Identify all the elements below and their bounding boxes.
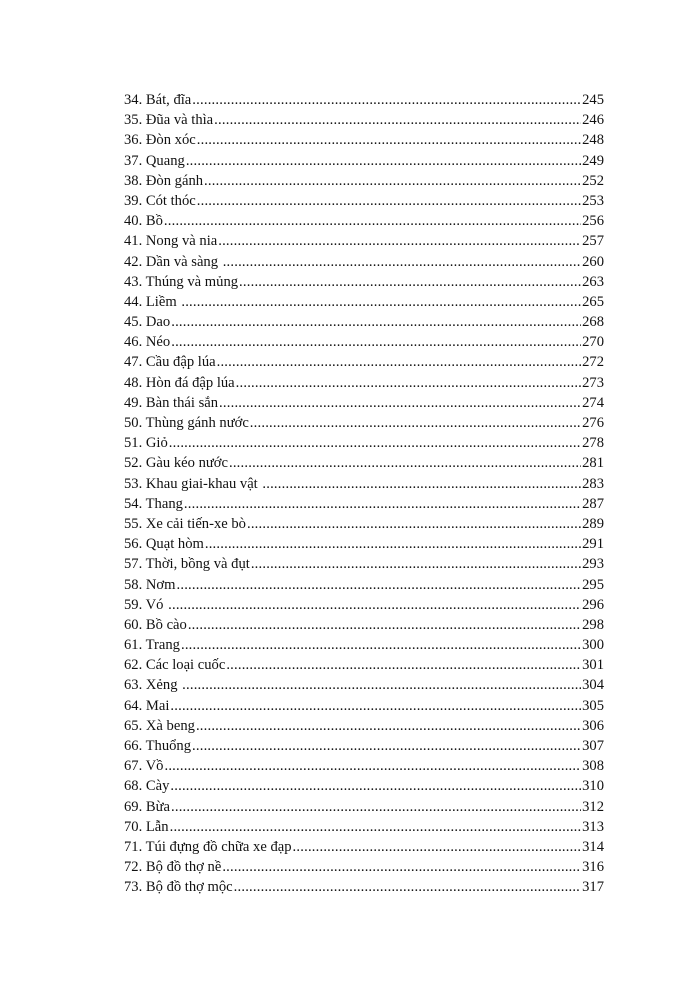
dot-leader bbox=[214, 110, 581, 130]
toc-entry-page-number: 313 bbox=[582, 818, 604, 835]
toc-entry-page-number: 273 bbox=[582, 374, 604, 391]
dot-leader bbox=[192, 90, 581, 110]
toc-entry-page-number: 257 bbox=[582, 233, 604, 250]
toc-entry-title: 49. Bàn thái sắn bbox=[124, 394, 219, 411]
toc-entry-title: 42. Dần và sàng bbox=[124, 253, 222, 270]
toc-entry-title: 68. Cày bbox=[124, 778, 170, 795]
toc-entry-page-number: 268 bbox=[582, 314, 604, 331]
toc-entry-title: 64. Mai bbox=[124, 697, 170, 714]
toc-entry-page-number: 246 bbox=[582, 112, 604, 129]
toc-entry bbox=[124, 231, 604, 251]
toc-entry bbox=[124, 837, 604, 857]
dot-leader bbox=[192, 736, 581, 756]
toc-entry bbox=[124, 716, 604, 736]
toc-entry bbox=[124, 675, 604, 695]
dot-leader bbox=[168, 595, 581, 615]
toc-entry bbox=[124, 554, 604, 574]
toc-entry bbox=[124, 453, 604, 473]
toc-entry-title: 47. Cầu đập lúa bbox=[124, 354, 216, 371]
dot-leader bbox=[250, 413, 581, 433]
dot-leader bbox=[196, 716, 581, 736]
toc-entry-title: 41. Nong và nia bbox=[124, 233, 218, 250]
toc-entry-page-number: 317 bbox=[582, 879, 604, 896]
toc-entry bbox=[124, 252, 604, 272]
toc-entry-title: 56. Quạt hòm bbox=[124, 536, 204, 553]
toc-entry-title: 48. Hòn đá đập lúa bbox=[124, 374, 235, 391]
toc-entry bbox=[124, 615, 604, 635]
toc-entry bbox=[124, 373, 604, 393]
toc-entry-title: 50. Thùng gánh nước bbox=[124, 415, 249, 431]
toc-entry-page-number: 310 bbox=[582, 778, 604, 795]
toc-entry bbox=[124, 312, 604, 332]
toc-entry-title: 44. Liềm bbox=[124, 293, 181, 310]
dot-leader bbox=[226, 655, 581, 675]
dot-leader bbox=[171, 312, 581, 332]
toc-entry-title: 53. Khau giai-khau vật bbox=[124, 475, 262, 492]
toc-entry-title: 37. Quang bbox=[124, 152, 185, 169]
toc-entry-title: 73. Bộ đồ thợ mộc bbox=[124, 879, 233, 896]
dot-leader bbox=[205, 534, 581, 554]
toc-entry-title: 51. Giỏ bbox=[124, 435, 168, 452]
toc-entry-title: 55. Xe cải tiến-xe bò bbox=[124, 515, 246, 532]
toc-entry-page-number: 256 bbox=[582, 213, 604, 230]
toc-entry-page-number: 249 bbox=[582, 152, 604, 169]
toc-entry-title: 69. Bừa bbox=[124, 798, 171, 815]
toc-entry-page-number: 252 bbox=[582, 172, 604, 189]
dot-leader bbox=[197, 130, 581, 150]
dot-leader bbox=[234, 877, 581, 897]
toc-entry-page-number: 270 bbox=[582, 334, 604, 351]
toc-entry-page-number: 265 bbox=[582, 293, 604, 310]
toc-entry-page-number: 293 bbox=[582, 556, 604, 573]
toc-entry-page-number: 263 bbox=[582, 273, 604, 290]
toc-entry bbox=[124, 433, 604, 453]
toc-entry-title: 36. Đòn xóc bbox=[124, 132, 196, 149]
dot-leader bbox=[171, 797, 581, 817]
toc-entry-title: 62. Các loại cuốc bbox=[124, 657, 226, 674]
dot-leader bbox=[236, 373, 581, 393]
dot-leader bbox=[222, 857, 581, 877]
toc-entry-page-number: 306 bbox=[582, 717, 604, 734]
toc-entry bbox=[124, 857, 604, 877]
toc-entry-title: 63. Xẻng bbox=[124, 677, 182, 694]
toc-entry bbox=[124, 191, 604, 211]
dot-leader bbox=[164, 756, 581, 776]
toc-entry bbox=[124, 292, 604, 312]
dot-leader bbox=[177, 575, 582, 595]
toc-entry-title: 45. Dao bbox=[124, 314, 171, 331]
toc-entry-title: 61. Trang bbox=[124, 637, 180, 654]
dot-leader bbox=[171, 332, 581, 352]
toc-entry-title: 46. Néo bbox=[124, 334, 171, 351]
toc-entry-page-number: 272 bbox=[582, 354, 604, 371]
toc-entry-page-number: 291 bbox=[582, 536, 604, 553]
toc-entry-page-number: 312 bbox=[582, 798, 604, 815]
toc-entry bbox=[124, 474, 604, 494]
toc-entry bbox=[124, 635, 604, 655]
dot-leader bbox=[164, 211, 581, 231]
toc-entry-page-number: 298 bbox=[582, 616, 604, 633]
toc-entry-title: 57. Thời, bồng và đụt bbox=[124, 556, 250, 573]
toc-entry-page-number: 289 bbox=[582, 515, 604, 532]
toc-entry bbox=[124, 736, 604, 756]
dot-leader bbox=[184, 494, 581, 514]
toc-entry-title: 72. Bộ đồ thợ nề bbox=[124, 859, 222, 876]
dot-leader bbox=[181, 292, 581, 312]
toc-entry-title: 34. Bát, đĩa bbox=[124, 92, 192, 108]
toc-entry-title: 59. Vó bbox=[124, 596, 168, 613]
toc-entry bbox=[124, 514, 604, 534]
toc-entry bbox=[124, 393, 604, 413]
toc-entry-page-number: 305 bbox=[582, 697, 604, 714]
toc-entry-page-number: 308 bbox=[582, 758, 604, 775]
dot-leader bbox=[186, 151, 581, 171]
toc-entry-page-number: 316 bbox=[582, 859, 604, 876]
dot-leader bbox=[247, 514, 581, 534]
toc-entry-page-number: 295 bbox=[582, 576, 604, 593]
dot-leader bbox=[169, 433, 581, 453]
toc-entry-title: 58. Nơm bbox=[124, 576, 176, 593]
toc-entry bbox=[124, 211, 604, 231]
toc-entry bbox=[124, 332, 604, 352]
toc-entry-page-number: 283 bbox=[582, 475, 604, 492]
toc-entry-title: 71. Túi đựng đồ chữa xe đạp bbox=[124, 838, 292, 855]
toc-entry-page-number: 245 bbox=[582, 92, 604, 108]
toc-entry bbox=[124, 151, 604, 171]
dot-leader bbox=[204, 171, 581, 191]
toc-entry-title: 39. Cót thóc bbox=[124, 192, 196, 209]
dot-leader bbox=[218, 231, 581, 251]
toc-entry-title: 35. Đũa và thìa bbox=[124, 112, 214, 129]
toc-entry-page-number: 307 bbox=[582, 738, 604, 754]
toc-entry-title: 52. Gàu kéo nước bbox=[124, 455, 228, 472]
toc-entry-page-number: 301 bbox=[582, 657, 604, 674]
toc-entry-title: 67. Vồ bbox=[124, 758, 164, 775]
dot-leader bbox=[181, 635, 581, 655]
toc-entry-title: 38. Đòn gánh bbox=[124, 172, 204, 189]
dot-leader bbox=[217, 352, 582, 372]
table-of-contents bbox=[124, 90, 604, 898]
toc-entry bbox=[124, 756, 604, 776]
dot-leader bbox=[188, 615, 581, 635]
toc-entry bbox=[124, 90, 604, 110]
dot-leader bbox=[293, 837, 582, 857]
toc-entry-title: 70. Lẫn bbox=[124, 818, 169, 835]
toc-entry-page-number: 276 bbox=[582, 415, 604, 431]
toc-entry bbox=[124, 110, 604, 130]
toc-entry bbox=[124, 696, 604, 716]
toc-entry-title: 60. Bồ cào bbox=[124, 616, 187, 633]
dot-leader bbox=[197, 191, 581, 211]
toc-entry-page-number: 314 bbox=[582, 838, 604, 855]
dot-leader bbox=[229, 453, 581, 473]
dot-leader bbox=[170, 696, 581, 716]
dot-leader bbox=[251, 554, 581, 574]
toc-entry-title: 43. Thúng và mủng bbox=[124, 273, 239, 290]
toc-entry-title: 65. Xà beng bbox=[124, 717, 195, 734]
toc-entry bbox=[124, 655, 604, 675]
toc-entry-title: 40. Bồ bbox=[124, 213, 163, 230]
dot-leader bbox=[219, 393, 581, 413]
toc-entry bbox=[124, 534, 604, 554]
toc-entry-page-number: 253 bbox=[582, 192, 604, 209]
toc-entry bbox=[124, 817, 604, 837]
toc-entry bbox=[124, 130, 604, 150]
dot-leader bbox=[170, 817, 582, 837]
toc-entry bbox=[124, 877, 604, 897]
dot-leader bbox=[239, 272, 581, 292]
toc-entry bbox=[124, 413, 604, 433]
toc-entry-title: 66. Thuổng bbox=[124, 738, 192, 754]
dot-leader bbox=[262, 474, 581, 494]
toc-entry-title: 54. Thang bbox=[124, 495, 183, 512]
toc-entry-page-number: 260 bbox=[582, 253, 604, 270]
dot-leader bbox=[182, 675, 581, 695]
toc-entry-page-number: 281 bbox=[582, 455, 604, 472]
toc-entry-page-number: 274 bbox=[582, 394, 604, 411]
toc-entry bbox=[124, 797, 604, 817]
toc-entry bbox=[124, 575, 604, 595]
toc-entry-page-number: 278 bbox=[582, 435, 604, 452]
toc-entry-page-number: 296 bbox=[582, 596, 604, 613]
toc-entry bbox=[124, 272, 604, 292]
toc-entry bbox=[124, 352, 604, 372]
toc-entry bbox=[124, 595, 604, 615]
toc-entry-page-number: 248 bbox=[582, 132, 604, 149]
toc-entry bbox=[124, 776, 604, 796]
toc-entry-page-number: 300 bbox=[582, 637, 604, 654]
toc-entry bbox=[124, 494, 604, 514]
toc-entry-page-number: 287 bbox=[582, 495, 604, 512]
toc-entry-page-number: 304 bbox=[582, 677, 604, 694]
dot-leader bbox=[223, 252, 581, 272]
toc-entry bbox=[124, 171, 604, 191]
dot-leader bbox=[170, 776, 581, 796]
